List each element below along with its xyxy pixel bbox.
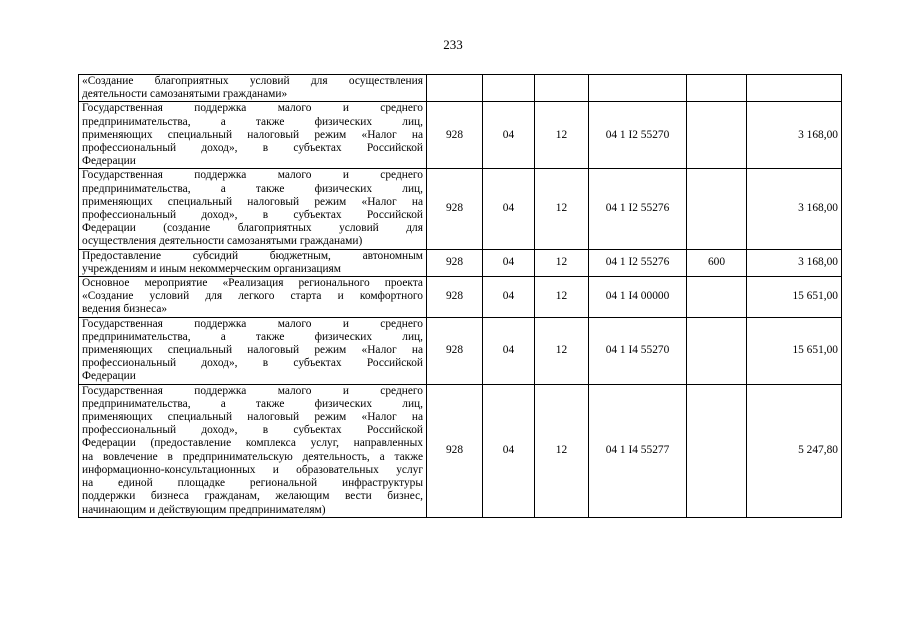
description-line: «Создание благоприятных условий для осуществления <box>82 75 423 87</box>
table-row <box>79 317 842 384</box>
budget-table-body <box>79 75 842 518</box>
amount-cell: 5 247,80 <box>747 384 842 517</box>
subsection-code-cell: 12 <box>535 384 589 517</box>
target-article-cell: 04 1 I2 55270 <box>589 102 687 169</box>
target-article-cell <box>589 75 687 102</box>
description-line: ведения бизнеса» <box>82 303 168 316</box>
description-line: предпринимательства, а также физических лиц, <box>82 115 423 128</box>
description-line: предпринимательства, а также физических лиц, <box>82 330 423 343</box>
ved-code-cell: 928 <box>427 384 483 517</box>
description-line: применяющих специальный налоговый режим «Налог на <box>82 411 423 424</box>
section-code-cell: 04 <box>483 169 535 249</box>
description-line: поддержки бизнеса гражданам, желающим вести бизнес, <box>82 490 423 503</box>
description-line: информационно-консультационных и образовательных услуг <box>82 463 423 476</box>
ved-code-cell <box>427 75 483 102</box>
description-line: Государственная поддержка малого и среднего <box>82 102 423 115</box>
description-line: учреждениям и иным некоммерческим организациям <box>82 262 342 275</box>
amount-cell <box>747 75 842 102</box>
table-row <box>79 384 842 517</box>
row-description <box>79 277 427 318</box>
description-line: профессиональный доход», в субъектах Российской <box>82 142 423 155</box>
target-article-cell: 04 1 I4 00000 <box>589 277 687 318</box>
target-article-cell: 04 1 I2 55276 <box>589 169 687 249</box>
description-line: предпринимательства, а также физических лиц, <box>82 397 423 410</box>
section-code-cell: 04 <box>483 102 535 169</box>
subsection-code-cell: 12 <box>535 102 589 169</box>
description-line: Федерации (предоставление комплекса услуг, направленных <box>82 437 423 450</box>
row-description <box>79 75 427 102</box>
description-line: применяющих специальный налоговый режим «Налог на <box>82 195 423 208</box>
table-row <box>79 102 842 169</box>
subsection-code-cell: 12 <box>535 277 589 318</box>
description-line: Государственная поддержка малого и среднего <box>82 317 423 330</box>
expense-type-cell <box>687 169 747 249</box>
description-line: на единой площадке региональной инфраструктуры <box>82 477 423 490</box>
section-code-cell <box>483 75 535 102</box>
section-code-cell: 04 <box>483 277 535 318</box>
description-line: Основное мероприятие «Реализация регионального проекта <box>82 277 423 290</box>
description-line: профессиональный доход», в субъектах Российской <box>82 357 423 370</box>
expense-type-cell <box>687 102 747 169</box>
amount-cell: 3 168,00 <box>747 249 842 276</box>
section-code-cell: 04 <box>483 317 535 384</box>
table-row <box>79 75 842 102</box>
description-line: Государственная поддержка малого и среднего <box>82 384 423 397</box>
row-description <box>79 317 427 384</box>
description-line: деятельности самозанятыми гражданами» <box>82 88 288 101</box>
amount-cell: 3 168,00 <box>747 102 842 169</box>
subsection-code-cell: 12 <box>535 169 589 249</box>
target-article-cell: 04 1 I4 55270 <box>589 317 687 384</box>
row-description <box>79 169 427 249</box>
description-line: на вовлечение в предпринимательскую деятельность, а также <box>82 450 423 463</box>
target-article-cell: 04 1 I4 55277 <box>589 384 687 517</box>
description-line: Федерации <box>82 370 136 383</box>
page-number: 233 <box>443 37 463 52</box>
description-line: применяющих специальный налоговый режим «Налог на <box>82 344 423 357</box>
row-description <box>79 249 427 276</box>
ved-code-cell: 928 <box>427 249 483 276</box>
expense-type-cell <box>687 75 747 102</box>
description-line: Предоставление субсидий бюджетным, автономным <box>82 249 423 262</box>
subsection-code-cell: 12 <box>535 249 589 276</box>
description-line: Федерации <box>82 155 136 168</box>
amount-cell: 15 651,00 <box>747 317 842 384</box>
description-line: профессиональный доход», в субъектах Российской <box>82 209 423 222</box>
description-line: применяющих специальный налоговый режим «Налог на <box>82 128 423 141</box>
budget-table <box>78 74 842 518</box>
description-line: профессиональный доход», в субъектах Российской <box>82 424 423 437</box>
description-line: Государственная поддержка малого и среднего <box>82 169 423 182</box>
expense-type-cell <box>687 384 747 517</box>
subsection-code-cell <box>535 75 589 102</box>
row-description <box>79 102 427 169</box>
target-article-cell: 04 1 I2 55276 <box>589 249 687 276</box>
table-row <box>79 169 842 249</box>
subsection-code-cell: 12 <box>535 317 589 384</box>
section-code-cell: 04 <box>483 384 535 517</box>
expense-type-cell <box>687 277 747 318</box>
description-line: Федерации (создание благоприятных условий для <box>82 222 423 235</box>
expense-type-cell: 600 <box>687 249 747 276</box>
amount-cell: 15 651,00 <box>747 277 842 318</box>
section-code-cell: 04 <box>483 249 535 276</box>
description-line: осуществления деятельности самозанятыми гражданами) <box>82 235 363 248</box>
ved-code-cell: 928 <box>427 102 483 169</box>
description-line: начинающим и действующим предпринимателям) <box>82 503 326 516</box>
ved-code-cell: 928 <box>427 169 483 249</box>
ved-code-cell: 928 <box>427 277 483 318</box>
description-line: предпринимательства, а также физических лиц, <box>82 182 423 195</box>
row-description <box>79 384 427 517</box>
ved-code-cell: 928 <box>427 317 483 384</box>
amount-cell: 3 168,00 <box>747 169 842 249</box>
table-row <box>79 249 842 276</box>
description-line: «Создание условий для легкого старта и комфортного <box>82 290 423 303</box>
expense-type-cell <box>687 317 747 384</box>
table-row <box>79 277 842 318</box>
